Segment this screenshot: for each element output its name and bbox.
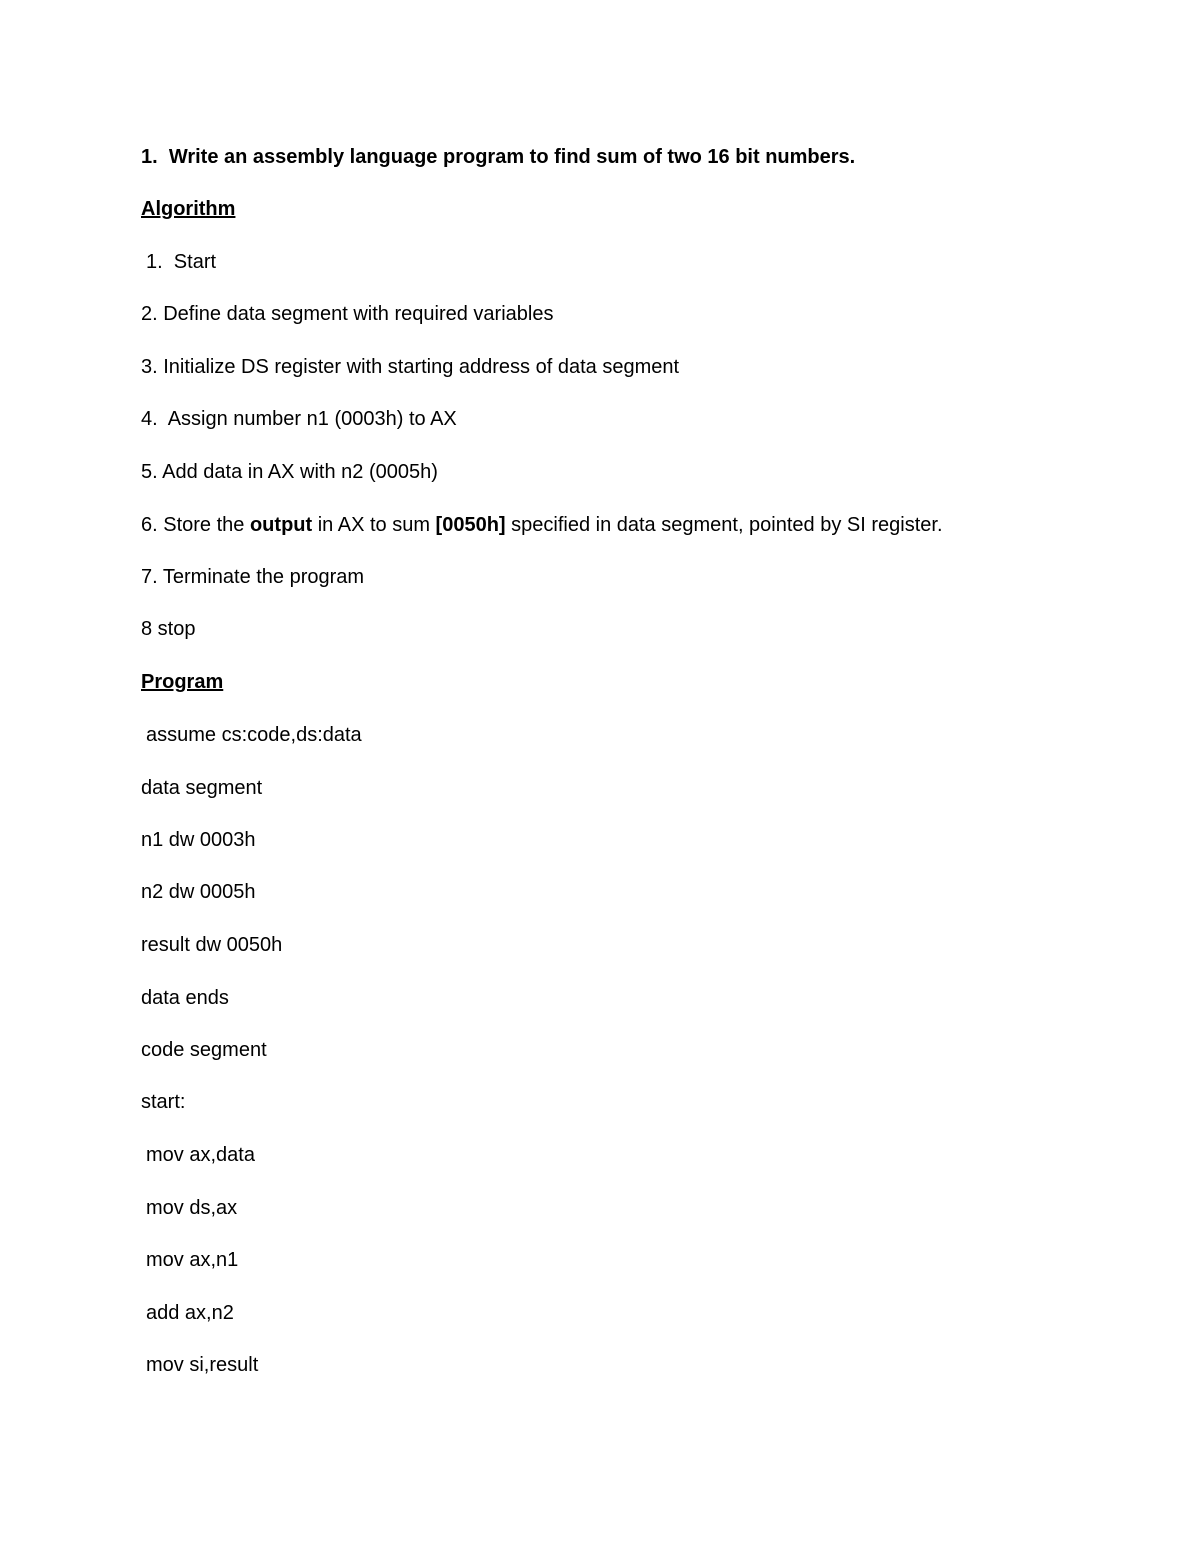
program-line: n1 dw 0003h xyxy=(141,829,256,851)
program-line: data ends xyxy=(141,987,229,1009)
step6-prefix: 6. Store the xyxy=(141,514,250,536)
program-line: add ax,n2 xyxy=(146,1302,234,1324)
question-text: Write an assembly language program to find sum of two 16 bit numbers. xyxy=(168,146,856,168)
program-line: n2 dw 0005h xyxy=(141,881,256,903)
question-title xyxy=(141,145,855,169)
step6-output-term: output xyxy=(249,514,313,536)
step6-mid: in AX to sum xyxy=(312,514,436,536)
program-line: mov ds,ax xyxy=(146,1197,238,1219)
algorithm-step-2: 2. Define data segment with required variables xyxy=(141,303,554,325)
algorithm-step-7: 7. Terminate the program xyxy=(141,566,365,588)
program-line: start: xyxy=(141,1091,186,1113)
program-line: code segment xyxy=(141,1039,267,1061)
step6-suffix: specified in data segment, pointed by SI register. xyxy=(505,514,943,536)
question-number: 1. xyxy=(141,146,158,168)
algorithm-step-5: 5. Add data in AX with n2 (0005h) xyxy=(141,461,438,483)
algorithm-step-3: 3. Initialize DS register with starting address of data segment xyxy=(141,356,680,378)
algorithm-step-4: 4. Assign number n1 (0003h) to AX xyxy=(141,408,457,430)
algorithm-step-6 xyxy=(141,513,943,537)
program-line: mov ax,data xyxy=(146,1144,255,1166)
program-line: assume cs:code,ds:data xyxy=(146,724,362,746)
algorithm-step-8: 8 stop xyxy=(141,618,196,640)
algorithm-step-1: 1. Start xyxy=(146,251,217,273)
algorithm-heading: Algorithm xyxy=(141,198,236,220)
program-line: mov si,result xyxy=(146,1354,259,1376)
program-heading: Program xyxy=(141,671,224,693)
program-line: data segment xyxy=(141,777,263,799)
step6-address: [0050h] xyxy=(435,514,506,536)
program-line: result dw 0050h xyxy=(141,934,283,956)
program-line: mov ax,n1 xyxy=(146,1249,239,1271)
